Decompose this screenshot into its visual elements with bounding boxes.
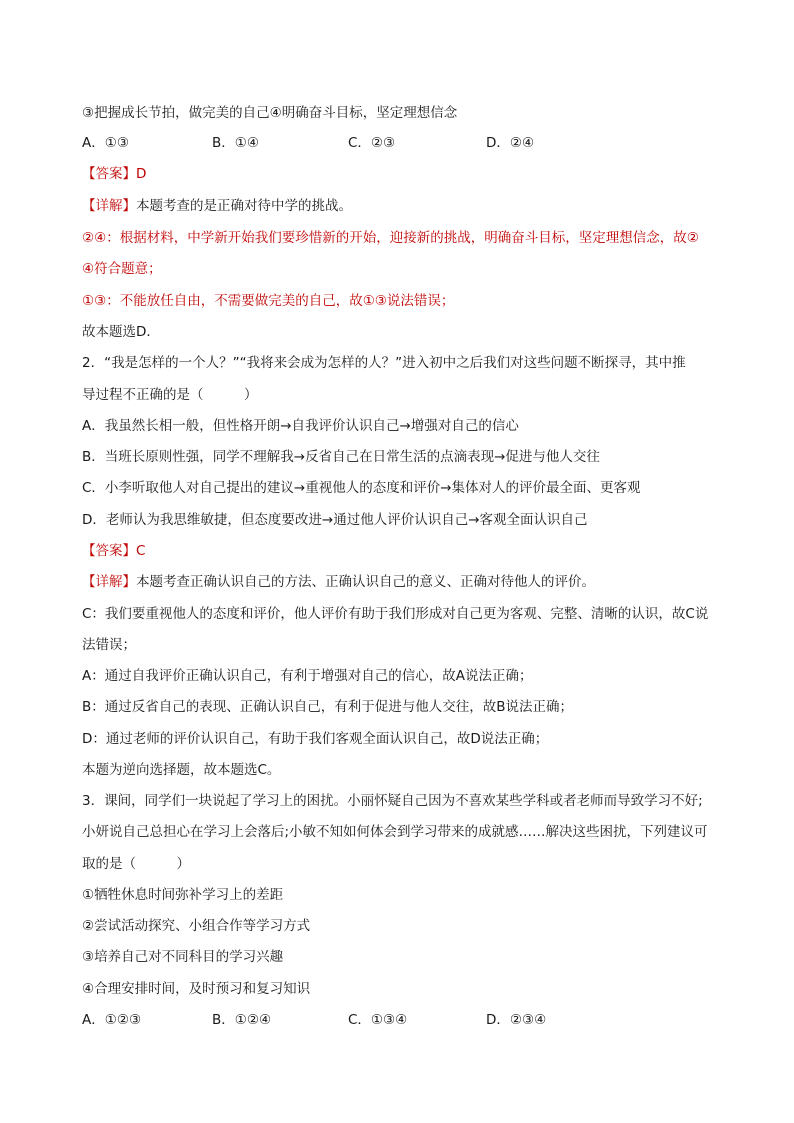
q2-option-a: A．我虽然长相一般，但性格开朗→自我评价认识自己→增强对自己的信心 (82, 418, 519, 434)
q3-option-b: B．①②④ (212, 1012, 272, 1028)
q2-analysis-line: C：我们要重视他人的态度和评价，他人评价有助于我们形成对自己更为客观、完整、清晰的认识，故C说 (82, 606, 709, 622)
q3-item: ①牺牲休息时间弥补学习上的差距 (82, 887, 284, 903)
q2-option-d: D．老师认为我思维敏捷，但态度要改进→通过他人评价认识自己→客观全面认识自己 (82, 512, 588, 528)
q2-analysis-line: 法错误； (82, 637, 136, 653)
q3-stem: 3．课间，同学们一块说起了学习上的困扰。小丽怀疑自己因为不喜欢某些学科或者老师而导致学习不好; (82, 793, 703, 809)
q2-conclusion: 本题为逆向选择题，故本题选C。 (82, 762, 281, 778)
q3-item: ④合理安排时间，及时预习和复习知识 (82, 981, 311, 997)
q1-detail (82, 196, 722, 216)
q1-analysis-line: ②④：根据材料，中学新开始我们要珍惜新的开始，迎接新的挑战，明确奋斗目标，坚定理想信念，故② (82, 230, 699, 246)
q2-option-c: C．小李听取他人对自己提出的建议→重视他人的态度和评价→集体对人的评价最全面、更客观 (82, 480, 641, 496)
q2-answer (82, 541, 722, 561)
q3-options (82, 1010, 722, 1030)
q2-stem: 导过程不正确的是（ ） (82, 387, 258, 403)
q1-option-c: C．②③ (348, 135, 396, 151)
detail-tag: 【详解】 (82, 198, 136, 214)
q1-option-d: D．②④ (486, 135, 535, 151)
q3-stem: 取的是（ ） (82, 856, 190, 872)
q2-stem: 2．“我是怎样的一个人？”“我将来会成为怎样的人？”进入初中之后我们对这些问题不断探寻，其中推 (82, 355, 686, 371)
q3-stem: 小妍说自己总担心在学习上会落后;小敏不知如何体会到学习带来的成就感……解决这些困扰，下列建议可 (82, 824, 708, 840)
q1-option-b: B．①④ (212, 135, 259, 151)
q1-answer (82, 164, 722, 184)
q1-options (82, 133, 722, 153)
answer-tag: 【答案】 (82, 543, 136, 559)
q3-item: ②尝试活动探究、小组合作等学习方式 (82, 918, 311, 934)
q3-option-a: A．①②③ (82, 1012, 142, 1028)
q3-option-c: C．①③④ (348, 1012, 408, 1028)
answer-value: C (136, 543, 146, 559)
detail-text: 本题考查的是正确对待中学的挑战。 (136, 198, 352, 214)
q3-option-d: D．②③④ (486, 1012, 547, 1028)
q1-analysis-line: ①③：不能放任自由，不需要做完美的自己，故①③说法错误； (82, 293, 455, 309)
q2-analysis-line: D：通过老师的评价认识自己，有助于我们客观全面认识自己，故D说法正确； (82, 731, 549, 747)
q1-option-a: A．①③ (82, 135, 129, 151)
q2-analysis-line: A：通过自我评价正确认识自己，有利于增强对自己的信心，故A说法正确； (82, 668, 533, 684)
answer-value: D (136, 166, 147, 182)
q1-analysis-line: ④符合题意； (82, 261, 162, 277)
detail-tag: 【详解】 (82, 574, 136, 590)
q2-option-b: B．当班长原则性强，同学不理解我→反省自己在日常生活的点滴表现→促进与他人交往 (82, 449, 600, 465)
q1-statement: ③把握成长节拍，做完美的自己④明确奋斗目标，坚定理想信念 (82, 105, 458, 121)
q2-detail (82, 572, 722, 592)
q3-item: ③培养自己对不同科目的学习兴趣 (82, 949, 284, 965)
q2-analysis-line: B：通过反省自己的表现、正确认识自己，有利于促进与他人交往，故B说法正确； (82, 699, 574, 715)
detail-text: 本题考查正确认识自己的方法、正确认识自己的意义、正确对待他人的评价。 (136, 574, 595, 590)
q1-conclusion: 故本题选D． (82, 324, 160, 340)
answer-tag: 【答案】 (82, 166, 136, 182)
